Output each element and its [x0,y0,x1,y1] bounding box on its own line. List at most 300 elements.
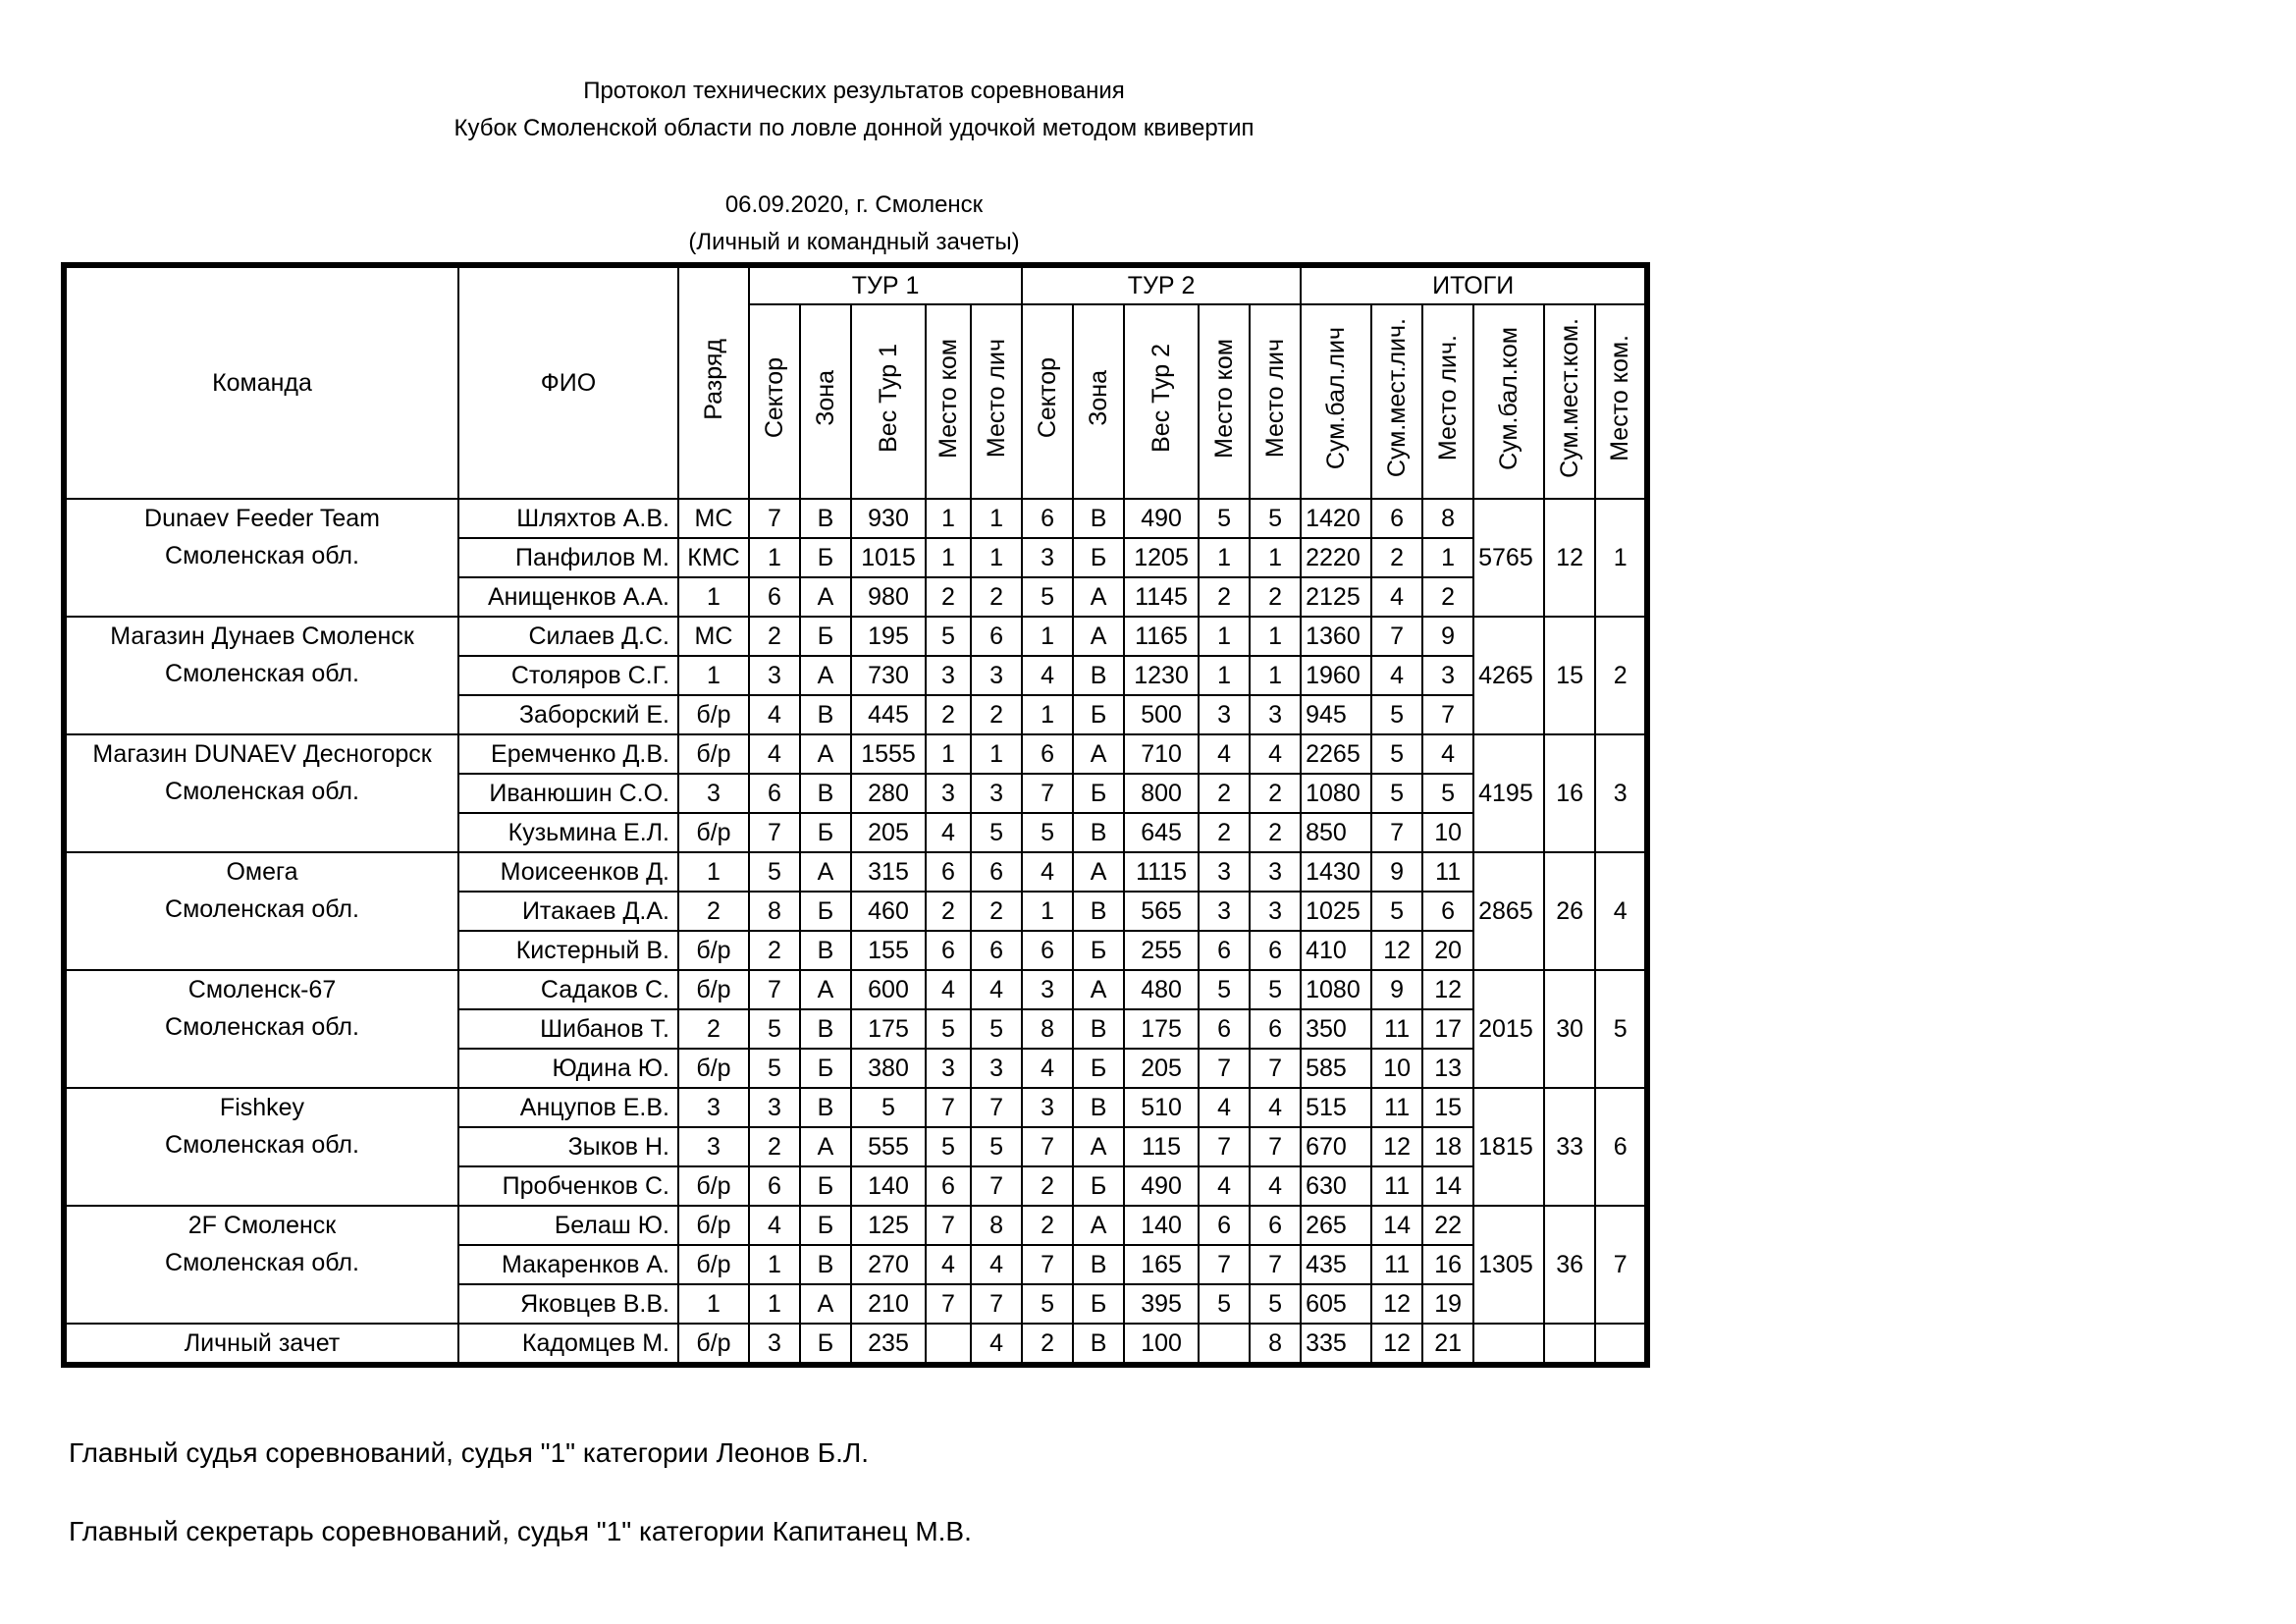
cell-s1: 4 [749,734,800,774]
cell-w1: 460 [851,892,926,931]
team-name-cell [64,970,458,1088]
cell-rank: 1 [678,1284,749,1324]
cell-team-places: 16 [1544,734,1595,852]
cell-pk1: 6 [926,931,971,970]
cell-rank: б/р [678,1245,749,1284]
cell-pk2: 4 [1199,1088,1250,1127]
col-place-team-1: Место ком [926,304,971,499]
cell-w2: 1205 [1124,538,1199,577]
cell-pk2: 7 [1199,1127,1250,1166]
cell-team-sum: 1305 [1473,1206,1544,1324]
col-tour2: ТУР 2 [1022,265,1301,304]
cell-pk2: 1 [1199,656,1250,695]
cell-team-places: 36 [1544,1206,1595,1324]
cell-w2: 490 [1124,499,1199,538]
cell-pl1: 7 [971,1284,1022,1324]
cell-pl2: 7 [1250,1127,1301,1166]
cell-team-place: 6 [1595,1088,1647,1206]
cell-pk1: 4 [926,970,971,1009]
cell-pk1: 7 [926,1284,971,1324]
cell-rank: 3 [678,774,749,813]
team-name-cell [64,617,458,734]
team-name: Магазин DUNAEV Десногорск [92,740,432,768]
cell-s2: 2 [1022,1206,1073,1245]
cell-w2: 800 [1124,774,1199,813]
cell-s1: 6 [749,774,800,813]
team-name: 2F Смоленск [187,1212,337,1239]
cell-pl1: 3 [971,1049,1022,1088]
cell-pl1: 6 [971,852,1022,892]
cell-pl2: 5 [1250,970,1301,1009]
cell-pl2: 5 [1250,499,1301,538]
cell-pl1: 3 [971,656,1022,695]
cell-team-place: 4 [1595,852,1647,970]
cell-pl1: 1 [971,499,1022,538]
cell-pl2: 4 [1250,1088,1301,1127]
cell-s1: 2 [749,931,800,970]
cell-pk1: 7 [926,1206,971,1245]
cell-pl2: 7 [1250,1049,1301,1088]
cell-s1: 7 [749,970,800,1009]
cell-places: 5 [1371,695,1422,734]
cell-z2: Б [1073,1049,1124,1088]
cell-place: 2 [1422,577,1473,617]
col-sum-place-team: Сум.мест.ком. [1544,304,1595,499]
participant-name: Кузьмина Е.Л. [458,813,678,852]
participant-name: Итакаев Д.А. [458,892,678,931]
cell-w2: 175 [1124,1009,1199,1049]
participant-name: Макаренков А. [458,1245,678,1284]
participant-name: Анцупов Е.В. [458,1088,678,1127]
col-place-pers-total: Место лич. [1422,304,1473,499]
cell-places: 11 [1371,1245,1422,1284]
cell-team-places: 12 [1544,499,1595,617]
table-row [64,1206,1647,1245]
cell-pl2: 7 [1250,1245,1301,1284]
cell-pk2: 5 [1199,1284,1250,1324]
cell-z2: Б [1073,1166,1124,1206]
cell-pl2: 2 [1250,813,1301,852]
cell-z2: А [1073,1206,1124,1245]
cell-pl1: 2 [971,577,1022,617]
cell-places: 4 [1371,577,1422,617]
cell-w1: 1555 [851,734,926,774]
table-row [64,970,1647,1009]
cell-pk1: 3 [926,656,971,695]
cell-sum: 1420 [1301,499,1371,538]
cell-sum: 2265 [1301,734,1371,774]
participant-name: Моисеенков Д. [458,852,678,892]
participant-name: Столяров С.Г. [458,656,678,695]
cell-s2: 4 [1022,656,1073,695]
cell-w2: 115 [1124,1127,1199,1166]
cell-pl1: 5 [971,1127,1022,1166]
cell-pk2: 6 [1199,1206,1250,1245]
table-row [64,617,1647,656]
col-place-team-2: Место ком [1199,304,1250,499]
cell-pl2: 5 [1250,1284,1301,1324]
cell-w1: 980 [851,577,926,617]
cell-w2: 395 [1124,1284,1199,1324]
cell-s2: 5 [1022,813,1073,852]
col-zone-2: Зона [1073,304,1124,499]
cell-sum: 1430 [1301,852,1371,892]
cell-s1: 1 [749,1284,800,1324]
team-region: Смоленская обл. [165,1013,359,1041]
cell-s2: 6 [1022,499,1073,538]
cell-place: 11 [1422,852,1473,892]
team-region: Смоленская обл. [165,778,359,805]
col-sum-bal-pers: Сум.бал.лич [1301,304,1371,499]
cell-sum: 2220 [1301,538,1371,577]
cell-pk2: 7 [1199,1049,1250,1088]
cell-w2: 710 [1124,734,1199,774]
cell-z2: Б [1073,538,1124,577]
cell-rank: 1 [678,852,749,892]
cell-z2: А [1073,734,1124,774]
cell-pl2: 4 [1250,734,1301,774]
cell-pl2: 1 [1250,538,1301,577]
cell-place: 15 [1422,1088,1473,1127]
cell-rank: 3 [678,1127,749,1166]
table-row [64,499,1647,538]
cell-team-sum: 5765 [1473,499,1544,617]
cell-places: 2 [1371,538,1422,577]
cell-pl1: 2 [971,892,1022,931]
cell-rank: 1 [678,656,749,695]
cell-w2: 1145 [1124,577,1199,617]
team-group [64,970,1647,1088]
cell-z1: В [800,1009,851,1049]
cell-z1: А [800,852,851,892]
cell-places: 11 [1371,1166,1422,1206]
cell-place: 6 [1422,892,1473,931]
participant-name: Яковцев В.В. [458,1284,678,1324]
cell-w2: 500 [1124,695,1199,734]
cell-z1: В [800,499,851,538]
cell-pl2: 8 [1250,1324,1301,1365]
cell-sum: 850 [1301,813,1371,852]
cell-z2: Б [1073,695,1124,734]
team-group [64,1088,1647,1206]
cell-s2: 1 [1022,617,1073,656]
cell-place: 3 [1422,656,1473,695]
cell-pl1: 1 [971,734,1022,774]
cell-s2: 5 [1022,577,1073,617]
cell-sum: 410 [1301,931,1371,970]
col-weight-2: Вес Тур 2 [1124,304,1199,499]
cell-w2: 205 [1124,1049,1199,1088]
cell-team-place: 2 [1595,617,1647,734]
cell-pl2: 3 [1250,695,1301,734]
cell-sum: 1080 [1301,774,1371,813]
cell-z2: А [1073,1127,1124,1166]
cell-pl1: 1 [971,538,1022,577]
team-name-cell [64,734,458,852]
cell-place: 20 [1422,931,1473,970]
participant-name: Шибанов Т. [458,1009,678,1049]
team-name-cell [64,499,458,617]
cell-place: 10 [1422,813,1473,852]
col-place-pers-1: Место лич [971,304,1022,499]
cell-team-place: 3 [1595,734,1647,852]
participant-name: Белаш Ю. [458,1206,678,1245]
cell-s2: 7 [1022,1245,1073,1284]
cell-pl1: 3 [971,774,1022,813]
cell-team-places: 26 [1544,852,1595,970]
participant-name: Кадомцев М. [458,1324,678,1365]
cell-rank: б/р [678,813,749,852]
cell-pl2: 2 [1250,774,1301,813]
cell-place: 16 [1422,1245,1473,1284]
cell-pk2: 2 [1199,813,1250,852]
col-place-team-total: Место ком. [1595,304,1647,499]
cell-s1: 5 [749,1049,800,1088]
cell-places: 11 [1371,1088,1422,1127]
cell-places: 12 [1371,1127,1422,1166]
cell-s1: 8 [749,892,800,931]
team-name: Омега [226,858,298,886]
cell-s2: 3 [1022,970,1073,1009]
cell-pl1: 6 [971,931,1022,970]
cell-places: 6 [1371,499,1422,538]
cell-place: 1 [1422,538,1473,577]
cell-rank: 1 [678,577,749,617]
cell-z1: Б [800,813,851,852]
empty-cell [1595,1324,1647,1365]
cell-sum: 670 [1301,1127,1371,1166]
cell-s1: 7 [749,813,800,852]
cell-rank: б/р [678,734,749,774]
cell-pl2: 3 [1250,892,1301,931]
cell-rank: 3 [678,1088,749,1127]
team-group [64,734,1647,852]
cell-sum: 265 [1301,1206,1371,1245]
cell-w1: 235 [851,1324,926,1365]
participant-name: Пробченков С. [458,1166,678,1206]
competition-name: Кубок Смоленской области по ловле донной удочкой методом квивертип [454,115,1255,141]
cell-pk2: 3 [1199,695,1250,734]
cell-w1: 125 [851,1206,926,1245]
cell-rank: МС [678,499,749,538]
cell-z2: Б [1073,774,1124,813]
cell-pk1: 6 [926,852,971,892]
cell-s1: 7 [749,499,800,538]
cell-pk1: 5 [926,617,971,656]
cell-places: 9 [1371,970,1422,1009]
col-place-pers-2: Место лич [1250,304,1301,499]
cell-z1: А [800,734,851,774]
cell-pk2: 2 [1199,774,1250,813]
cell-places: 9 [1371,852,1422,892]
cell-s2: 4 [1022,852,1073,892]
cell-z1: В [800,774,851,813]
cell-s1: 3 [749,656,800,695]
participant-name: Юдина Ю. [458,1049,678,1088]
cell-w1: 730 [851,656,926,695]
cell-w1: 930 [851,499,926,538]
cell-team-sum: 1815 [1473,1088,1544,1206]
cell-w2: 490 [1124,1166,1199,1206]
cell-z2: Б [1073,1284,1124,1324]
cell-w2: 645 [1124,813,1199,852]
participant-name: Еремченко Д.В. [458,734,678,774]
team-region: Смоленская обл. [165,1249,359,1276]
cell-team-places: 30 [1544,970,1595,1088]
cell-w1: 280 [851,774,926,813]
cell-places: 5 [1371,734,1422,774]
cell-team-places: 33 [1544,1088,1595,1206]
cell-pk2: 3 [1199,852,1250,892]
table-row [64,852,1647,892]
cell-s1: 3 [749,1088,800,1127]
cell-s1: 5 [749,852,800,892]
cell-s2: 2 [1022,1166,1073,1206]
cell-pk1: 2 [926,577,971,617]
cell-pk1: 6 [926,1166,971,1206]
cell-z1: В [800,1245,851,1284]
cell-team-places: 15 [1544,617,1595,734]
cell-places: 14 [1371,1206,1422,1245]
cell-w1: 1015 [851,538,926,577]
cell-pl1: 5 [971,813,1022,852]
cell-z2: В [1073,1009,1124,1049]
cell-pk1: 5 [926,1127,971,1166]
cell-z2: А [1073,577,1124,617]
team-name-cell [64,1088,458,1206]
cell-w2: 255 [1124,931,1199,970]
team-region: Смоленская обл. [165,1131,359,1159]
cell-z1: В [800,1088,851,1127]
team-group [64,1206,1647,1324]
cell-s1: 2 [749,1127,800,1166]
team-region: Смоленская обл. [165,542,359,569]
cell-s2: 1 [1022,892,1073,931]
cell-w1: 205 [851,813,926,852]
cell-s2: 2 [1022,1324,1073,1365]
cell-w2: 165 [1124,1245,1199,1284]
cell-rank: б/р [678,695,749,734]
cell-z1: Б [800,1206,851,1245]
cell-pk1: 7 [926,1088,971,1127]
cell-places: 7 [1371,813,1422,852]
cell-rank: КМС [678,538,749,577]
participant-name: Кистерный В. [458,931,678,970]
chief-judge: Главный судья соревнований, судья "1" категории Леонов Б.Л. [69,1437,870,1468]
cell-z1: А [800,970,851,1009]
cell-place: 14 [1422,1166,1473,1206]
cell-z1: В [800,931,851,970]
cell-pk2: 3 [1199,892,1250,931]
cell-w1: 445 [851,695,926,734]
cell-z1: А [800,577,851,617]
date-place: 06.09.2020, г. Смоленск [724,191,984,218]
cell-places: 12 [1371,1284,1422,1324]
cell-pk2: 7 [1199,1245,1250,1284]
cell-pk2: 6 [1199,931,1250,970]
cell-s2: 6 [1022,734,1073,774]
cell-pk1: 2 [926,695,971,734]
participant-name: Анищенков А.А. [458,577,678,617]
team-name-cell [64,852,458,970]
cell-z2: В [1073,656,1124,695]
cell-team-sum: 4195 [1473,734,1544,852]
cell-pl1: 6 [971,617,1022,656]
col-rank: Разряд [678,265,749,499]
cell-rank: б/р [678,970,749,1009]
cell-w1: 555 [851,1127,926,1166]
cell-pk2: 2 [1199,577,1250,617]
team-group [64,499,1647,617]
cell-team-place: 7 [1595,1206,1647,1324]
cell-pl1: 4 [971,1324,1022,1365]
cell-sum: 1360 [1301,617,1371,656]
cell-place: 21 [1422,1324,1473,1365]
cell-z1: Б [800,617,851,656]
cell-pl1: 2 [971,695,1022,734]
team-name-cell [64,1206,458,1324]
col-tour1: ТУР 1 [749,265,1022,304]
cell-w2: 565 [1124,892,1199,931]
cell-team-sum: 4265 [1473,617,1544,734]
cell-rank: б/р [678,1166,749,1206]
cell-place: 7 [1422,695,1473,734]
cell-s2: 6 [1022,931,1073,970]
cell-w2: 140 [1124,1206,1199,1245]
cell-pk2: 5 [1199,499,1250,538]
cell-z1: В [800,695,851,734]
cell-z2: А [1073,970,1124,1009]
scoring-type: (Личный и командный зачеты) [688,229,1020,255]
team-group [64,852,1647,970]
cell-sum: 2125 [1301,577,1371,617]
cell-sum: 1080 [1301,970,1371,1009]
cell-w1: 175 [851,1009,926,1049]
cell-pl1: 7 [971,1088,1022,1127]
cell-z1: А [800,1284,851,1324]
individual-group [64,1324,1647,1365]
cell-rank: б/р [678,1324,749,1365]
cell-s2: 3 [1022,538,1073,577]
cell-pl1: 7 [971,1166,1022,1206]
cell-places: 7 [1371,617,1422,656]
cell-places: 11 [1371,1009,1422,1049]
cell-w1: 140 [851,1166,926,1206]
cell-w1: 270 [851,1245,926,1284]
cell-pl2: 1 [1250,617,1301,656]
cell-z2: В [1073,1088,1124,1127]
cell-pk2: 5 [1199,970,1250,1009]
col-team: Команда [64,265,458,499]
cell-places: 10 [1371,1049,1422,1088]
cell-place: 19 [1422,1284,1473,1324]
cell-s1: 6 [749,577,800,617]
cell-team-place: 5 [1595,970,1647,1088]
results-table [61,262,1650,1368]
cell-s1: 3 [749,1324,800,1365]
cell-pk1 [926,1324,971,1365]
cell-place: 4 [1422,734,1473,774]
cell-pl2: 6 [1250,931,1301,970]
cell-s2: 7 [1022,774,1073,813]
col-sector-1: Сектор [749,304,800,499]
participant-name: Садаков С. [458,970,678,1009]
cell-place: 13 [1422,1049,1473,1088]
cell-rank: 2 [678,1009,749,1049]
participant-name: Заборский Е. [458,695,678,734]
cell-rank: б/р [678,931,749,970]
cell-team-sum: 2015 [1473,970,1544,1088]
